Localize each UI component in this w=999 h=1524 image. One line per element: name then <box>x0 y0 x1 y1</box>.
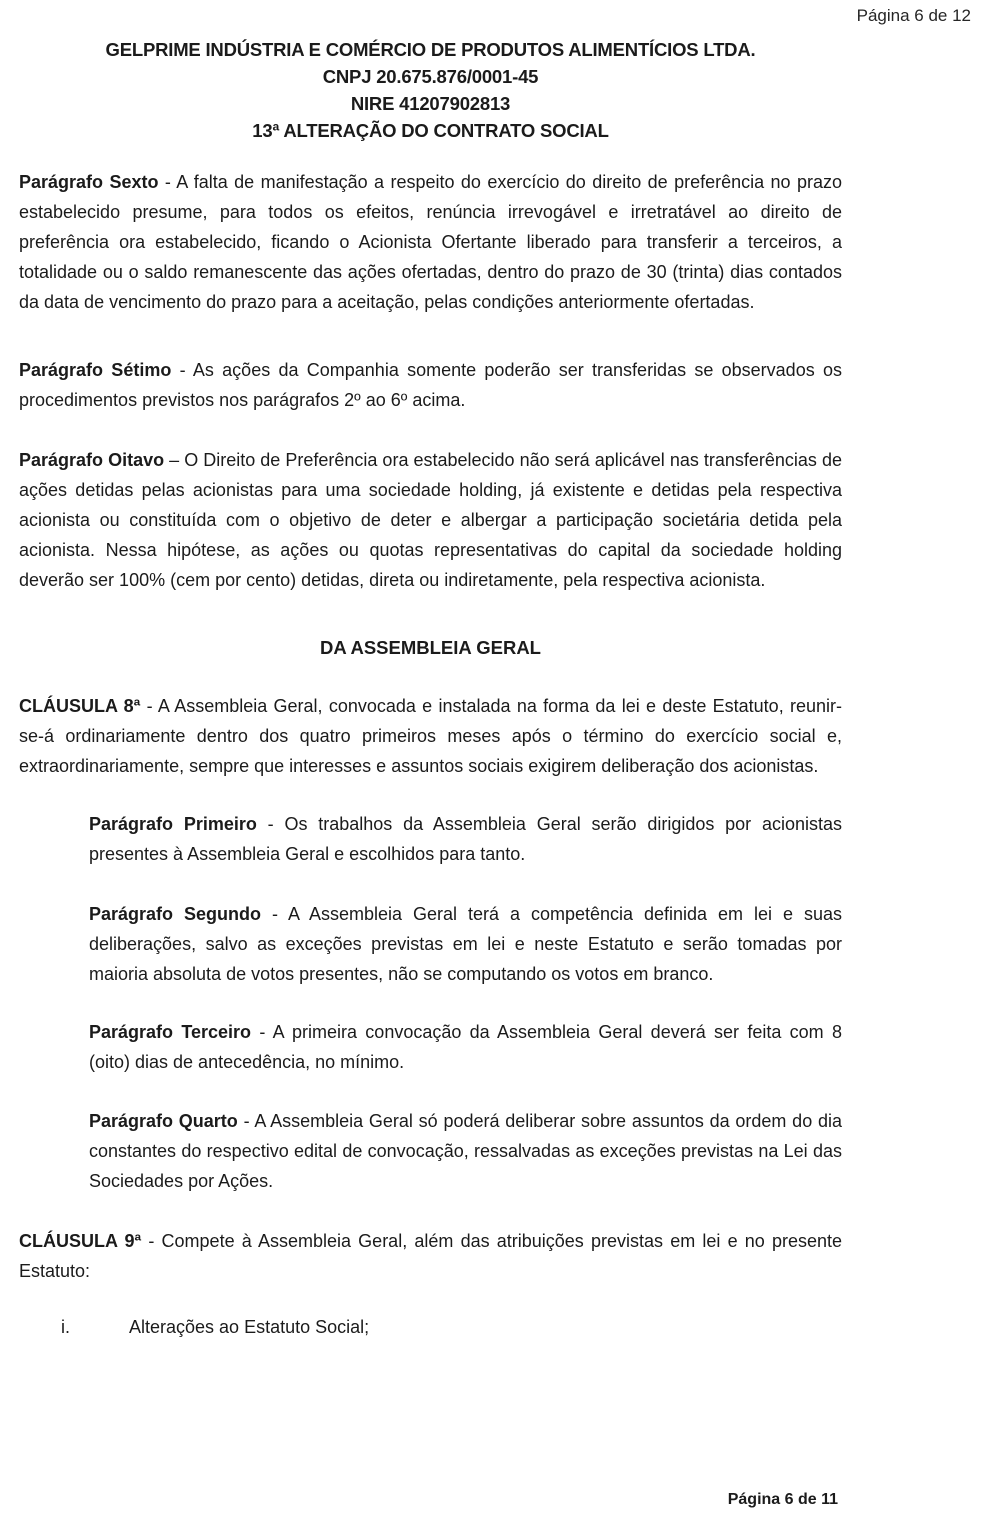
document-title: 13ª ALTERAÇÃO DO CONTRATO SOCIAL <box>252 120 609 141</box>
paragraph-primeiro-text: - Os trabalhos da Assembleia Geral serão dirigidos por acionistas presentes à Assembleia Geral e escolhidos para tanto. <box>89 814 842 864</box>
paragraph-primeiro <box>89 809 842 869</box>
paragraph-terceiro-label: Parágrafo Terceiro <box>89 1022 252 1042</box>
document-content <box>19 0 842 1342</box>
paragraph-sexto <box>19 167 842 317</box>
company-name: GELPRIME INDÚSTRIA E COMÉRCIO DE PRODUTOS ALIMENTÍCIOS LTDA. <box>105 39 756 60</box>
list-item-i-marker: i. <box>61 1317 70 1337</box>
section-heading-assembleia-geral: DA ASSEMBLEIA GERAL <box>320 637 541 658</box>
paragraph-segundo-text: - A Assembleia Geral terá a competência definida em lei e suas deliberações, salvo as exceções previstas em lei e neste Estatuto e serão tomadas por maioria absoluta de votos presentes, não se computando os votos em branco. <box>89 904 842 984</box>
paragraph-primeiro-label: Parágrafo Primeiro <box>89 814 257 834</box>
paragraph-setimo-label: Parágrafo Sétimo <box>19 360 172 380</box>
paragraph-oitavo-text: – O Direito de Preferência ora estabelecido não será aplicável nas transferências de ações detidas pelas acionistas para uma sociedade holding, já existente e detidas pela respectiva acionista ou constituída com o objetivo de deter e albergar a participação societária detida pela acionista. Nessa hipótese, as ações ou quotas representativas do capital da sociedade holding deverão ser 100% (cem por cento) detidas, direta ou indiretamente, pela respectiva acionista. <box>19 450 842 590</box>
paragraph-quarto <box>89 1106 842 1196</box>
list-item-i-text: Alterações ao Estatuto Social; <box>129 1317 370 1337</box>
paragraph-setimo <box>19 355 842 415</box>
clausula-8 <box>19 691 842 781</box>
clausula-8-label: CLÁUSULA 8ª <box>19 696 141 716</box>
paragraph-quarto-label: Parágrafo Quarto <box>89 1111 238 1131</box>
footer-page-number: Página 6 de 11 <box>727 1491 838 1508</box>
nire-line: NIRE 41207902813 <box>350 93 511 114</box>
paragraph-oitavo <box>19 445 842 595</box>
paragraph-sexto-label: Parágrafo Sexto <box>19 172 159 192</box>
paragraph-setimo-text: - As ações da Companhia somente poderão ser transferidas se observados os procedimentos previstos nos parágrafos 2º ao 6º acima. <box>19 360 842 410</box>
paragraph-sexto-text: - A falta de manifestação a respeito do exercício do direito de preferência no prazo estabelecido presume, para todos os efeitos, renúncia irrevogável e irretratável ao direito de preferência ora estabelecido, ficando o Acionista Ofertante liberado para transferir a terceiros, a totalidade ou o saldo remanescente das ações ofertadas, dentro do prazo de 30 (trinta) dias contados da data de vencimento do prazo para a aceitação, pelas condições anteriormente ofertadas. <box>19 172 842 312</box>
paragraph-quarto-text: - A Assembleia Geral só poderá deliberar sobre assuntos da ordem do dia constantes do respectivo edital de convocação, ressalvadas as exceções previstas na Lei das Sociedades por Ações. <box>89 1111 842 1191</box>
document-header <box>19 0 842 144</box>
clausula-9-text: - Compete à Assembleia Geral, além das atribuições previstas em lei e no presente Estatuto: <box>19 1231 843 1281</box>
clausula-8-text: - A Assembleia Geral, convocada e instalada na forma da lei e deste Estatuto, reunir-se-á ordinariamente dentro dos quatro primeiros meses após o término do exercício social e, extraordinariamente, sempre que interesses e assuntos sociais exigirem deliberação dos acionistas. <box>19 696 842 776</box>
top-page-number: Página 6 de 12 <box>856 6 971 25</box>
clausula-9-label: CLÁUSULA 9ª <box>19 1231 142 1251</box>
paragraph-segundo-label: Parágrafo Segundo <box>89 904 262 924</box>
clausula-9 <box>19 1226 842 1286</box>
paragraph-terceiro-text: - A primeira convocação da Assembleia Geral deverá ser feita com 8 (oito) dias de antecedência, no mínimo. <box>89 1022 842 1072</box>
paragraph-oitavo-label: Parágrafo Oitavo <box>19 450 165 470</box>
paragraph-segundo <box>89 899 842 989</box>
paragraph-terceiro <box>89 1017 842 1077</box>
cnpj-line: CNPJ 20.675.876/0001-45 <box>322 66 539 87</box>
list-item-i <box>19 1312 842 1342</box>
